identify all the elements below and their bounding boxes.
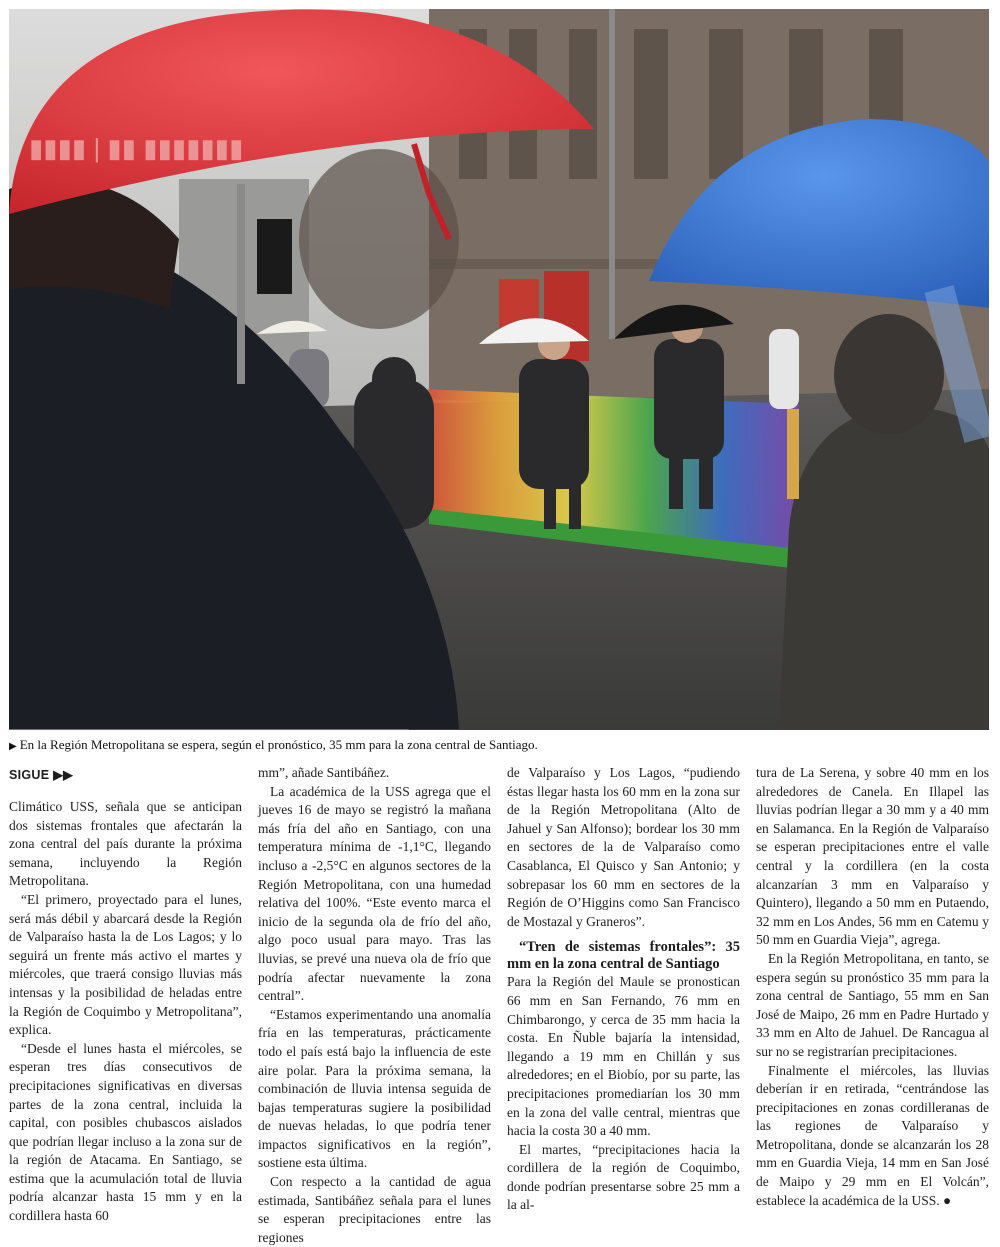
paragraph: En la Región Metropolitana, en tanto, se espera según su pronóstico 35 mm para la zona central de Santiago, 55 mm en San José de Maipo, 26 mm en Padre Hurtado y 33 mm en Alto de Jahuel. De Rancagua al sur no se registrarían precipitaciones. [756, 950, 989, 1059]
article-column-2 [258, 764, 491, 1247]
article-body [9, 764, 989, 1245]
continued-arrows-icon: ▶▶ [53, 768, 74, 782]
paragraph: La académica de la USS agrega que el jueves 16 de mayo se registró la mañana más fría del año en Santiago, con una temperatura mínima de -1,1°C, llegando incluso a -2,5°C en algunos sectores de la Región Metropolitana, con una humedad relativa del 100%. “Este evento marca el inicio de la segunda ola de frío del año, algo poco usual para mayo. Tras las lluvias, se prevé una nueva ola de frío que podría afectar nuevamente la zona central”. [258, 783, 491, 1004]
paragraph: Con respecto a la cantidad de agua estimada, Santibáñez señala para el lunes se esperan precipitaciones entre las regiones [258, 1174, 491, 1245]
caption-arrow-icon: ▶ [9, 741, 17, 752]
paragraph: mm”, añade Santibáñez. [258, 765, 390, 780]
paragraph: “El primero, proyectado para el lunes, será más débil y abarcará desde la Región de Valparaíso hasta la de Los Lagos; y lo seguirá un frente más activo el martes y miércoles, que traerá consigo lluvias más intensas y la posibilidad de heladas entre la Región de Coquimbo y Metropolitana”, explica. [9, 891, 242, 1038]
photo-caption [9, 737, 989, 754]
article-photo [9, 9, 989, 730]
photo-illustration [9, 9, 989, 730]
svg-text:▮▮▮▮ | ▮▮ ▮▮▮▮▮▮▮: ▮▮▮▮ | ▮▮ ▮▮▮▮▮▮▮ [29, 133, 244, 163]
paragraph: Climático USS, señala que se anticipan dos sistemas frontales que afectarán la zona central del país durante la próxima semana, incluyendo la Región Metropolitana. [9, 799, 242, 889]
paragraph: “Desde el lunes hasta el miércoles, se esperan tres días consecutivos de precipitaciones significativas en diversas partes de la zona central, incluida la capital, con posibles chubascos aislados que podrían llegar incluso a la zona sur de la región de Atacama. En Santiago, se estima que la acumulación total de lluvia podría alcanzar hasta 15 mm y en la cordillera hasta 60 [9, 1040, 242, 1224]
continued-text: SIGUE [9, 768, 50, 782]
article-column-3 [507, 764, 740, 1215]
paragraph-text: Finalmente el miércoles, las lluvias deberían ir en retirada, “centrándose las precipitaciones en zonas cordilleranas de las regiones de Valparaíso y Metropolitana, donde se alcanzarán los 28 mm en Guardia Vieja, 14 mm en San José de Maipo y 29 mm en El Volcán”, establece la académica de la USS. [756, 1062, 989, 1208]
paragraph: “Estamos experimentando una anomalía fría en las temperaturas, prácticamente todo el país está bajo la influencia de este aire polar. Para la próxima semana, la combinación de lluvia intensa seguida de bajas temperaturas sugiere la posibilidad de nuevas heladas, lo que podría tener impactos significativos en la región”, sostiene esta última. [258, 1006, 491, 1171]
article-column-4 [756, 764, 989, 1210]
article-column-1 [9, 764, 242, 1226]
subheading: “Tren de sistemas frontales”: 35 mm en la zona central de Santiago [507, 939, 740, 973]
continued-label [9, 768, 242, 782]
paragraph [756, 1062, 989, 1211]
end-mark-icon: ● [943, 1192, 952, 1208]
paragraph: de Valparaíso y Los Lagos, “pudiendo éstas llegar hasta los 60 mm en la zona sur de la Región Metropolitana (Alto de Jahuel y San Alfonso); bordear los 30 mm en sectores de la de Valparaíso como Casablanca, El Quisco y San Antonio; y sobrepasar los 60 mm en sectores de la Región de O’Higgins como San Francisco de Mostazal y Graneros”. [507, 765, 740, 929]
paragraph: El martes, “precipitaciones hacia la cordillera de la región de Coquimbo, donde podrían presentarse sobre 25 mm a la al- [507, 1141, 740, 1213]
paragraph: tura de La Serena, y sobre 40 mm en los alrededores de Canela. En Illapel las lluvias podrían llegar a 30 mm y a 40 mm en Salamanca. En la Región de Valparaíso se esperan precipitaciones entre el valle central y la cordillera (en la costa alcanzarían 3 mm en Valparaíso y Quintero), llegando a 50 mm en Putaendo, 32 mm en Los Andes, 56 mm en Catemu y 50 mm en Guardia Vieja”, agrega. [756, 765, 989, 948]
paragraph: Para la Región del Maule se pronostican 66 mm en San Fernando, 76 mm en Chimbarongo, y cerca de 35 mm hacia la costa. En Ñuble bajaría la intensidad, llegando a 19 mm en Chillán y sus alrededores; en el Biobío, por su parte, las precipitaciones promediarían los 30 mm en la zona del valle central, mientras que hacia la costa 30 a 40 mm. [507, 974, 740, 1139]
caption-text: En la Región Metropolitana se espera, según el pronóstico, 35 mm para la zona central de Santiago. [19, 737, 538, 752]
